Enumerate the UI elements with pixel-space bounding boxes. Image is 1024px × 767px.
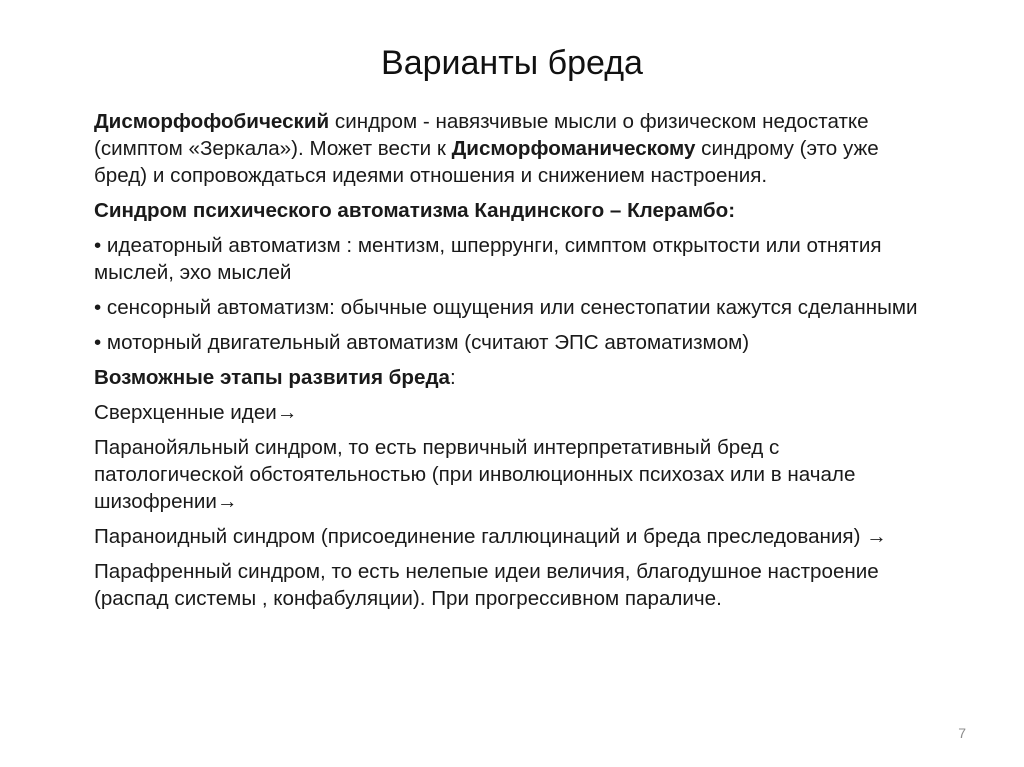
paragraph-text: синдром - навязчивые мысли о физическом недостатке (симптом «Зеркала»). Может вести к [94,110,869,160]
page-number: 7 [958,725,966,741]
stage-item: Парафренный синдром, то есть нелепые идеи величия, благодушное настроение (распад системы , конфабуляции). При прогрессивном параличе. [94,560,879,610]
stages-heading-colon: : [449,366,456,389]
heading-kandinsky-clerambault: Синдром психического автоматизма Кандинского – Клерамбо: [94,199,736,222]
stage-item: Параноидный синдром (присоединение галлюцинаций и бреда преследования) → [94,525,887,548]
paragraph-text: синдрому (это уже бред) и сопровождаться идеями отношения и снижением настроения. [94,137,879,187]
term-dysmorphomanic: Дисморфоманическому [451,137,696,160]
paragraph-dysmorphophobia [94,108,934,189]
bullet-item: • идеаторный автоматизм : ментизм, шперрунги, симптом открытости или отнятия мыслей, эхо мыслей [94,234,882,284]
heading-stages [94,364,934,391]
slide-body [94,108,934,620]
bullet-item: • моторный двигательный автоматизм (считают ЭПС автоматизмом) [94,331,750,354]
stage-item: Паранойяльный синдром, то есть первичный интерпретативный бред с патологической обстоятельностью (при инволюционных психозах или в начале шизофрении→ [94,436,856,513]
slide-title: Варианты бреда [381,44,643,82]
stages-heading-text: Возможные этапы развития бреда [94,366,450,389]
bullet-item: • сенсорный автоматизм: обычные ощущения или сенестопатии кажутся сделанными [94,296,918,319]
stage-item: Сверхценные идеи→ [94,401,298,424]
term-dysmorphophobic: Дисморфофобический [94,110,330,133]
